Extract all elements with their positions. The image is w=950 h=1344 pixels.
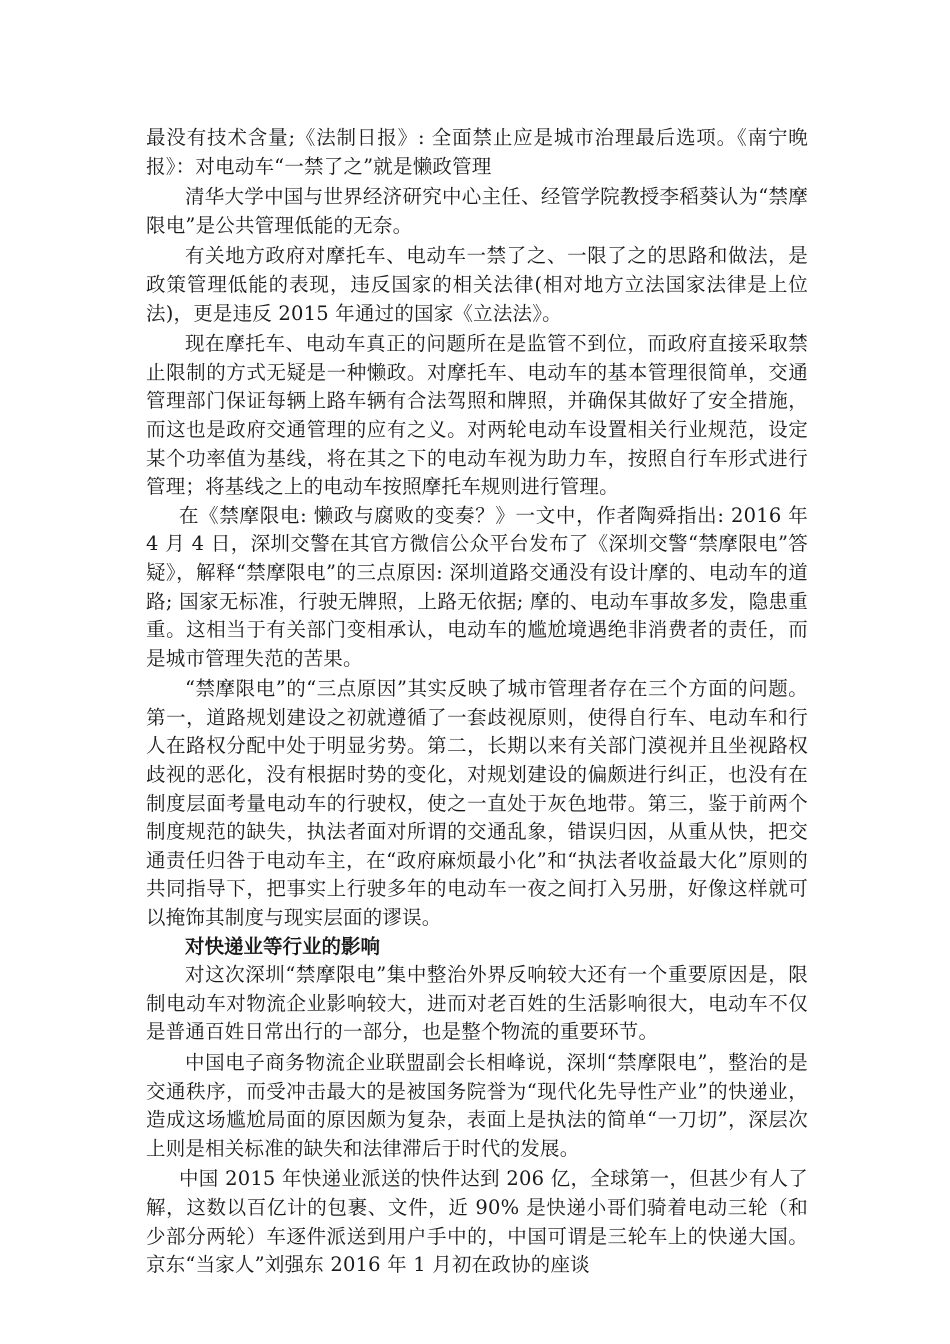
section-heading-express-industry: 对快递业等行业的影响 — [185, 934, 381, 958]
paragraph-xiang-feng: 中国电子商务物流企业联盟副会长相峰说，深圳“禁摩限电”，整治的是交通秩序，而受冲击最大的是被国务院誉为“现代化先导性产业”的快递业，造成这场尴尬局面的原因颇为复杂，表面上是执法的简单“一刀切”，深层次上则是相关标准的缺失和法律滞后于时代的发展。 — [146, 1051, 808, 1160]
document-page — [146, 124, 808, 1280]
paragraph-three-reasons: “禁摩限电”的“三点原因”其实反映了城市管理者存在三个方面的问题。第一，道路规划建设之初就遵循了一套歧视原则，使得自行车、电动车和行人在路权分配中处于明显劣势。第二，长期以来有关部门漠视并且坐视路权歧视的恶化，没有根据时势的变化，对规划建设的偏颇进行纠正，也没有在制度层面考量电动车的行驶权，使之一直处于灰色地带。第三，鉴于前两个制度规范的缺失，执法者面对所谓的交通乱象，错误归因，从重从快，把交通责任归咎于电动车主，在“政府麻烦最小化”和“执法者收益最大化”原则的共同指导下，把事实上行驶多年的电动车一夜之间打入另册，好像这样就可以掩饰其制度与现实层面的谬误。 — [146, 677, 808, 930]
paragraph-logistics-impact: 对这次深圳“禁摩限电”集中整治外界反响较大还有一个重要原因是，限制电动车对物流企业影响较大，进而对老百姓的生活影响很大，电动车不仅是普通百姓日常出行的一部分，也是整个物流的重要环节。 — [146, 963, 808, 1044]
paragraph-tao-shun: 在《禁摩限电: 懒政与腐败的变奏？》一文中，作者陶舜指出: 2016 年 4 月 4 日，深圳交警在其官方微信公众平台发布了《深圳交警“禁摩限电”答疑》，解释“禁摩限电”的三点原因: 深圳道路交通没有设计摩的、电动车的道路; 国家无标准，行驶无牌照，上路无依据; 摩的、电动车事故多发，隐患重重。这相当于有关部门变相承认，电动车的尴尬境遇绝非消费者的责任，而是城市管理失范的苦果。 — [146, 503, 808, 670]
paragraph-intro-sources: 最没有技术含量;《法制日报》: 全面禁止应是城市治理最后选项。《南宁晚报》：对电动车“一禁了之”就是懒政管理 — [146, 126, 808, 178]
paragraph-policy-management: 有关地方政府对摩托车、电动车一禁了之、一限了之的思路和做法，是政策管理低能的表现，违反国家的相关法律(相对地方立法国家法律是上位法)，更是违反 2015 年通过的国家《立法法》。 — [146, 244, 808, 325]
paragraph-supervision: 现在摩托车、电动车真正的问题所在是监管不到位，而政府直接采取禁止限制的方式无疑是一种懒政。对摩托车、电动车的基本管理很简单，交通管理部门保证每辆上路车辆有合法驾照和牌照，并确保其做好了安全措施，而这也是政府交通管理的应有之义。对两轮电动车设置相关行业规范，设定某个功率值为基线，将在其之下的电动车视为助力车，按照自行车形式进行管理；将基线之上的电动车按照摩托车规则进行管理。 — [146, 332, 808, 499]
paragraph-li-daokui: 清华大学中国与世界经济研究中心主任、经管学院教授李稻葵认为“禁摩限电”是公共管理低能的无奈。 — [146, 185, 808, 237]
paragraph-express-volume: 中国 2015 年快递业派送的快件达到 206 亿，全球第一，但甚少有人了解，这数以百亿计的包裹、文件，近 90% 是快递小哥们骑着电动三轮（和少部分两轮）车逐件派送到用户手中的，中国可谓是三轮车上的快递大国。京东“当家人”刘强东 2016 年 1 月初在政协的座谈 — [146, 1167, 808, 1277]
